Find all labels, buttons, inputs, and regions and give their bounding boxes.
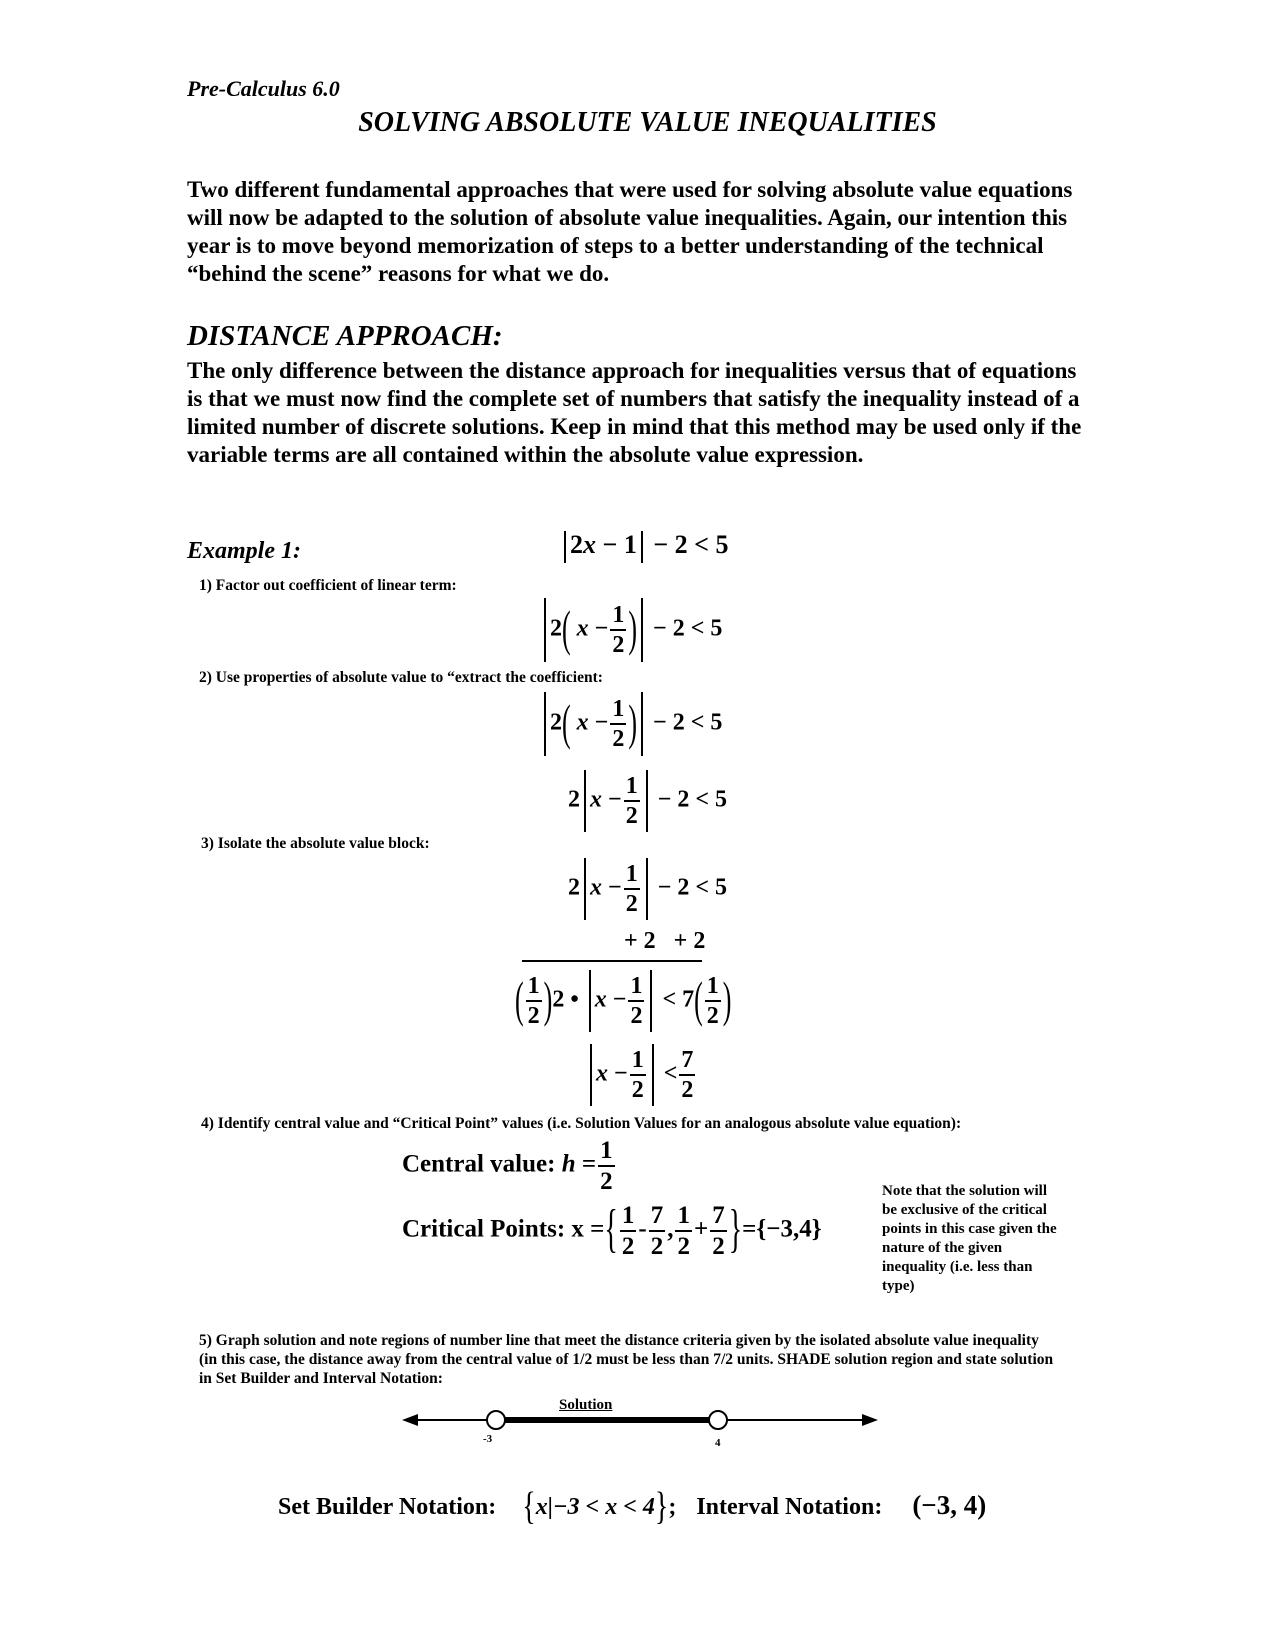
critical-points-result: ={−3,4} xyxy=(742,1215,822,1243)
step-2: 2) Use properties of absolute value to “extract the coefficient: xyxy=(199,669,603,686)
open-point-left xyxy=(487,1411,505,1429)
open-point-right xyxy=(709,1411,727,1429)
equation-add-two: + 2 + 2 xyxy=(624,928,706,954)
work-divider xyxy=(522,960,702,962)
central-value: Central value: h = $\frac{1}{2}$ xyxy=(402,1137,613,1195)
section-paragraph: The only difference between the distance approach for inequalities versus that of equations is that we must now find the complete set of numbers that satisfy the inequality instead of a limited number of discrete solutions. Keep in mind that this method may be used only if the variable terms are all contained within the absolute value expression. xyxy=(187,358,1082,467)
intro-paragraph: Two different fundamental approaches that were used for solving absolute value equations will now be adapted to the solution of absolute value inequalities. Again, our intention this year is to move beyond memorization of steps to a better understanding of the technical “behind the scene” reasons for what we do. xyxy=(187,177,1073,286)
course-title: Pre-Calculus 6.0 xyxy=(187,76,340,101)
left-value-label: -3 xyxy=(483,1433,493,1445)
section-heading: DISTANCE APPROACH: xyxy=(187,320,503,352)
equation-isolate: 2 x − $\frac{1}{2}$ − 2 < 5 xyxy=(568,858,727,920)
equation-multiply-half: ( $\frac{1}{2}$ )2 • x − $\frac{1}{2}$ < 7( $\frac{1}{2}$ ) xyxy=(515,970,731,1032)
step-3: 3) Isolate the absolute value block: xyxy=(201,835,430,852)
note-exclusive: Note that the solution will be exclusive of the critical points in this case given the nature of the given inequality (i.e. less than type) xyxy=(882,1183,1057,1294)
equation-isolated: x − $\frac{1}{2}$ < $\frac{7}{2}$ xyxy=(586,1044,697,1106)
final-answer: Set Builder Notation: {x|−3 < x < 4}; Interval Notation: (−3, 4) xyxy=(278,1486,987,1530)
step-4: 4) Identify central value and “Critical Point” values (i.e. Solution Values for an analogous absolute value equation): xyxy=(201,1115,962,1132)
equation-factored: 2( x − $\frac{1}{2}$ ) − 2 < 5 xyxy=(540,598,722,662)
critical-points: Critical Points: x ={ $\frac{1}{2}$ - $\frac{7}{2}$ , $\frac{1}{2}$ + $\frac{7}{2}$ }={−3,4} xyxy=(402,1200,822,1260)
page-title: SOLVING ABSOLUTE VALUE INEQUALITIES xyxy=(358,107,937,138)
equation-original: 2x − 1 − 2 < 5 xyxy=(560,530,728,563)
step-5: 5) Graph solution and note regions of number line that meet the distance criteria given by the isolated absolute value inequality (in this case, the distance away from the central value of 1/2 must be less than 7/2 units. SHADE solution region and state solution in Set Builder and Interval Notation: xyxy=(199,1332,1054,1387)
interval-value: (−3, 4) xyxy=(912,1490,987,1520)
set-builder-value: x|−3 < x < 4 xyxy=(535,1494,655,1520)
number-line xyxy=(400,1395,880,1455)
equation-factored-repeat: 2( x − $\frac{1}{2}$ ) − 2 < 5 xyxy=(540,692,722,756)
interval-label: Interval Notation: xyxy=(696,1494,883,1520)
equation-extracted: 2 x − $\frac{1}{2}$ − 2 < 5 xyxy=(568,770,727,832)
central-value-label: Central value: xyxy=(402,1150,556,1178)
number-line-right-arrow xyxy=(862,1414,878,1426)
critical-points-label: Critical Points: xyxy=(402,1215,566,1243)
right-value-label: 4 xyxy=(715,1437,721,1449)
number-line-left-arrow xyxy=(402,1414,418,1426)
solution-label: Solution xyxy=(559,1397,613,1413)
step-1: 1) Factor out coefficient of linear term: xyxy=(199,577,457,594)
example-label: Example 1: xyxy=(187,538,301,564)
set-builder-label: Set Builder Notation: xyxy=(278,1494,497,1520)
